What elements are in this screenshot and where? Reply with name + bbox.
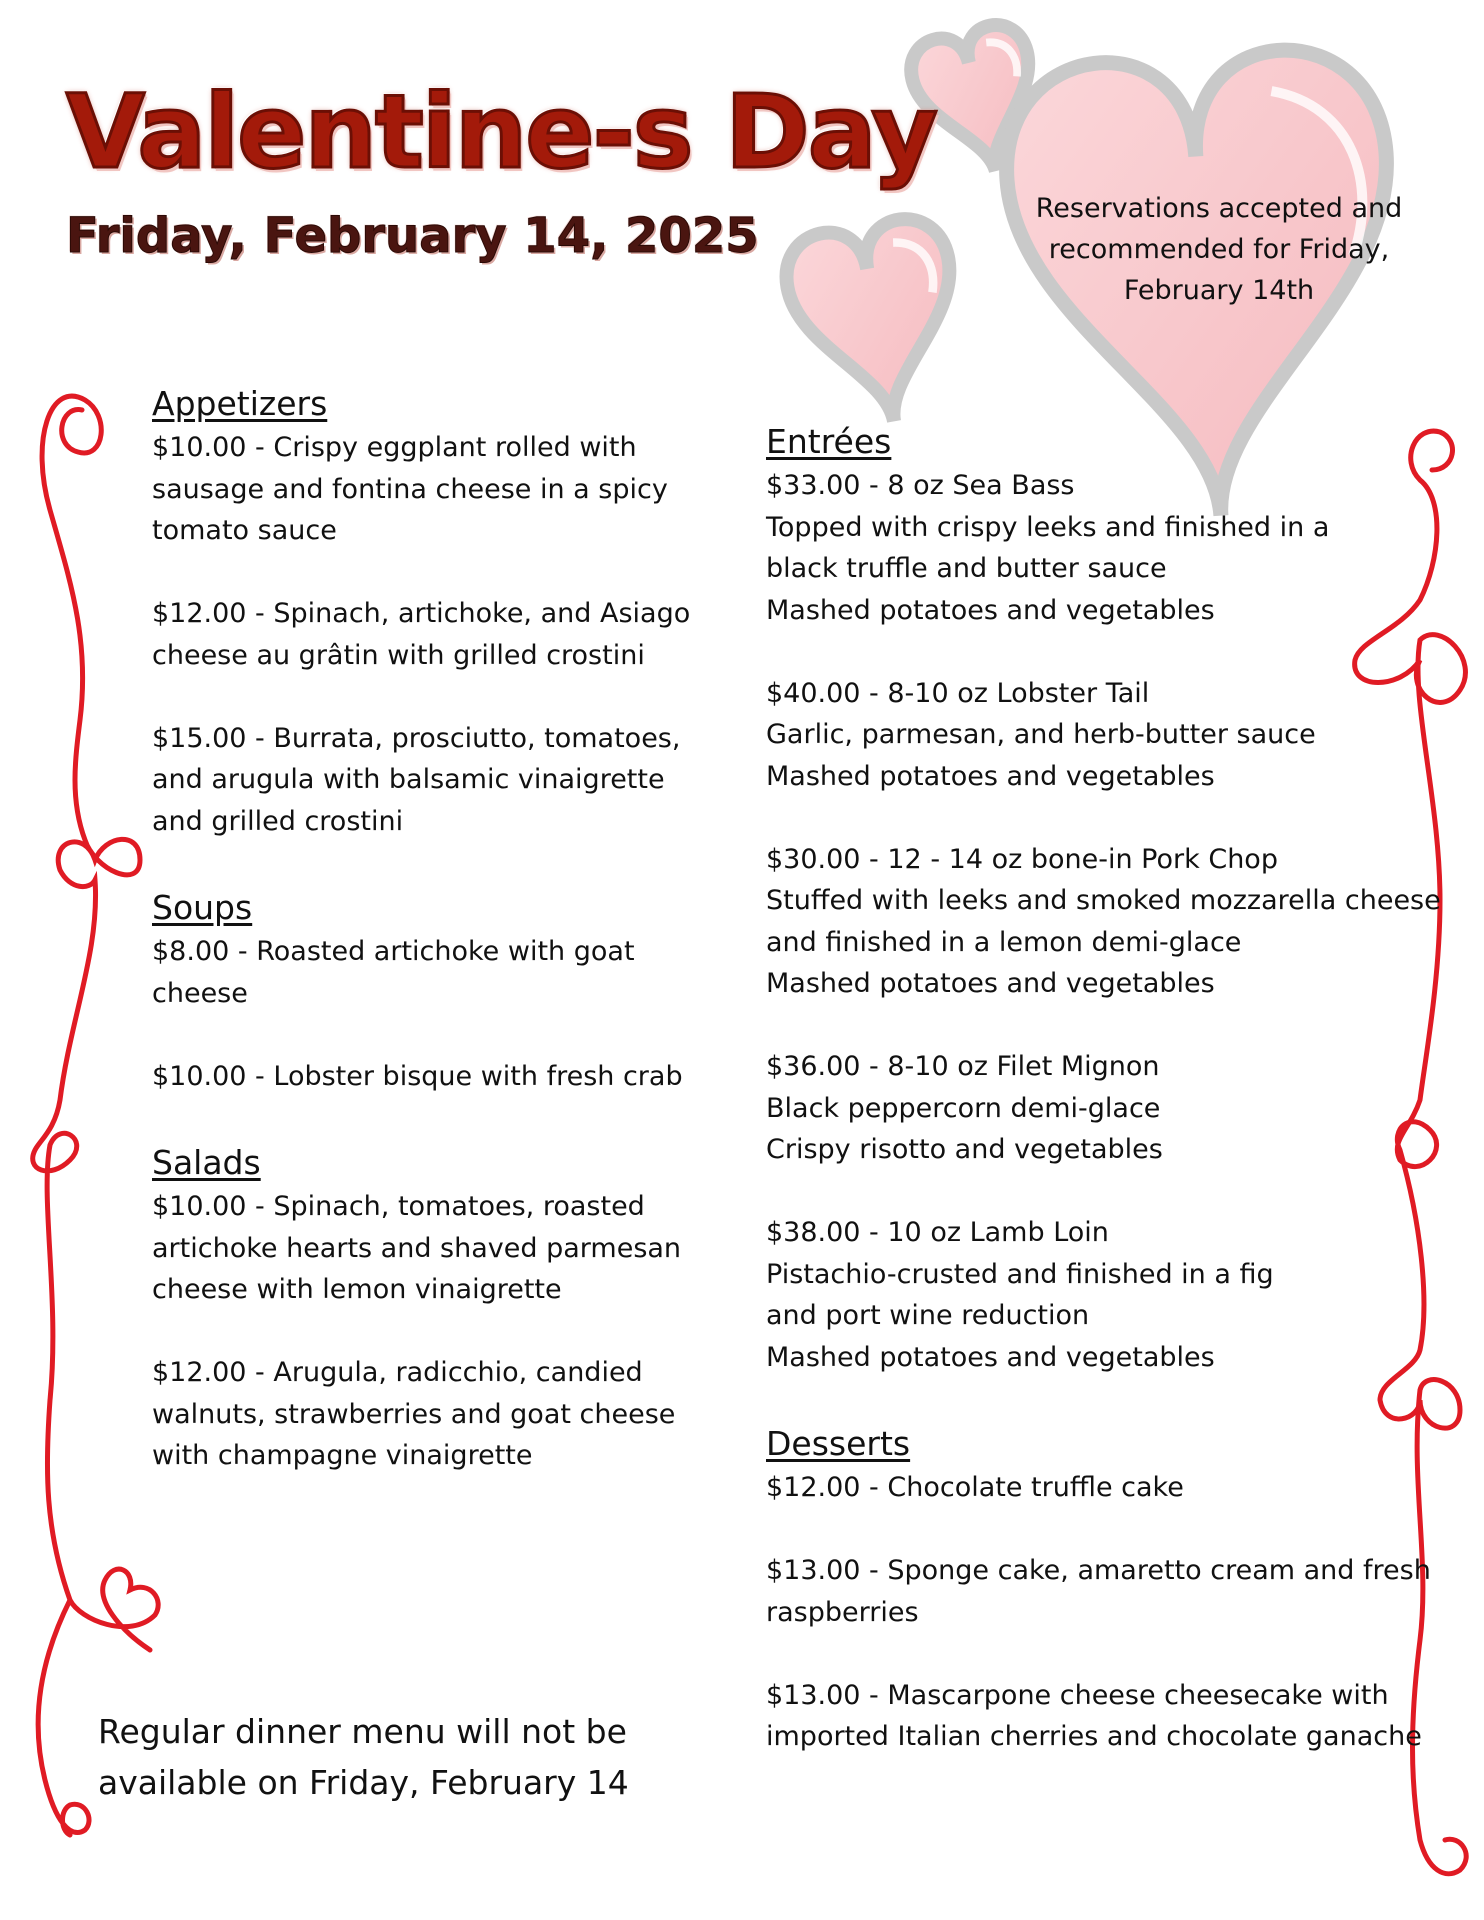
event-date: Friday, February 14, 2025 [66, 208, 759, 264]
menu-item: $33.00 - 8 oz Sea Bass Topped with crispy leeks and finished in a black truffle and butter sauce Mashed potatoes and vegetables [766, 470, 1330, 626]
reservation-note: Reservations accepted and recommended for Friday, February 14th [1035, 193, 1403, 306]
section-title-salads: Salads [152, 1143, 261, 1182]
menu-item: $38.00 - 10 oz Lamb Loin Pistachio-crusted and finished in a fig and port wine reduction Mashed potatoes and vegetables [766, 1217, 1274, 1373]
heart-icon [779, 212, 974, 435]
menu-item: $13.00 - Mascarpone cheese cheesecake with imported Italian cherries and chocolate ganache [766, 1679, 1422, 1752]
menu-item: $30.00 - 12 - 14 oz bone-in Pork Chop Stuffed with leeks and smoked mozzarella cheese and finished in a lemon demi-glace Mashed potatoes and vegetables [766, 843, 1441, 999]
menu-item: $15.00 - Burrata, prosciutto, tomatoes, and arugula with balsamic vinaigrette and grilled crostini [152, 722, 681, 837]
section-desserts [766, 1420, 1446, 1758]
menu-item: $40.00 - 8-10 oz Lobster Tail Garlic, parmesan, and herb-butter sauce Mashed potatoes and vegetables [766, 677, 1316, 792]
page-title: Valentine-s Day [66, 73, 936, 192]
section-title-entrees: Entrées [766, 422, 892, 461]
menu-item: $8.00 - Roasted artichoke with goat cheese [152, 936, 635, 1009]
menu-item: $12.00 - Spinach, artichoke, and Asiago cheese au grâtin with grilled crostini [152, 598, 691, 671]
menu-item: $12.00 - Arugula, radicchio, candied walnuts, strawberries and goat cheese with champagne vinaigrette [152, 1357, 676, 1471]
menu-item: $10.00 - Lobster bisque with fresh crab [152, 1060, 683, 1092]
section-title-desserts: Desserts [766, 1424, 911, 1463]
menu-left-column [152, 380, 712, 1477]
section-title-soups: Soups [152, 888, 253, 927]
menu-item: $12.00 - Chocolate truffle cake [766, 1472, 1184, 1503]
menu-item: $10.00 - Spinach, tomatoes, roasted artichoke hearts and shaved parmesan cheese with lemon vinaigrette [152, 1191, 682, 1305]
section-appetizers [152, 380, 712, 842]
footer-note: Regular dinner menu will not be available on Friday, February 14 [98, 1712, 629, 1802]
section-entrees [766, 418, 1446, 1378]
menu-item: $10.00 - Crispy eggplant rolled with sausage and fontina cheese in a spicy tomato sauce [152, 432, 668, 546]
section-title-appetizers: Appetizers [152, 384, 328, 423]
section-salads [152, 1139, 712, 1477]
menu-item: $36.00 - 8-10 oz Filet Mignon Black peppercorn demi-glace Crispy risotto and vegetables [766, 1051, 1163, 1165]
section-soups [152, 884, 712, 1097]
menu-right-column [766, 418, 1446, 1758]
swirl-border [33, 396, 158, 1835]
menu-item: $13.00 - Sponge cake, amaretto cream and fresh raspberries [766, 1555, 1431, 1628]
